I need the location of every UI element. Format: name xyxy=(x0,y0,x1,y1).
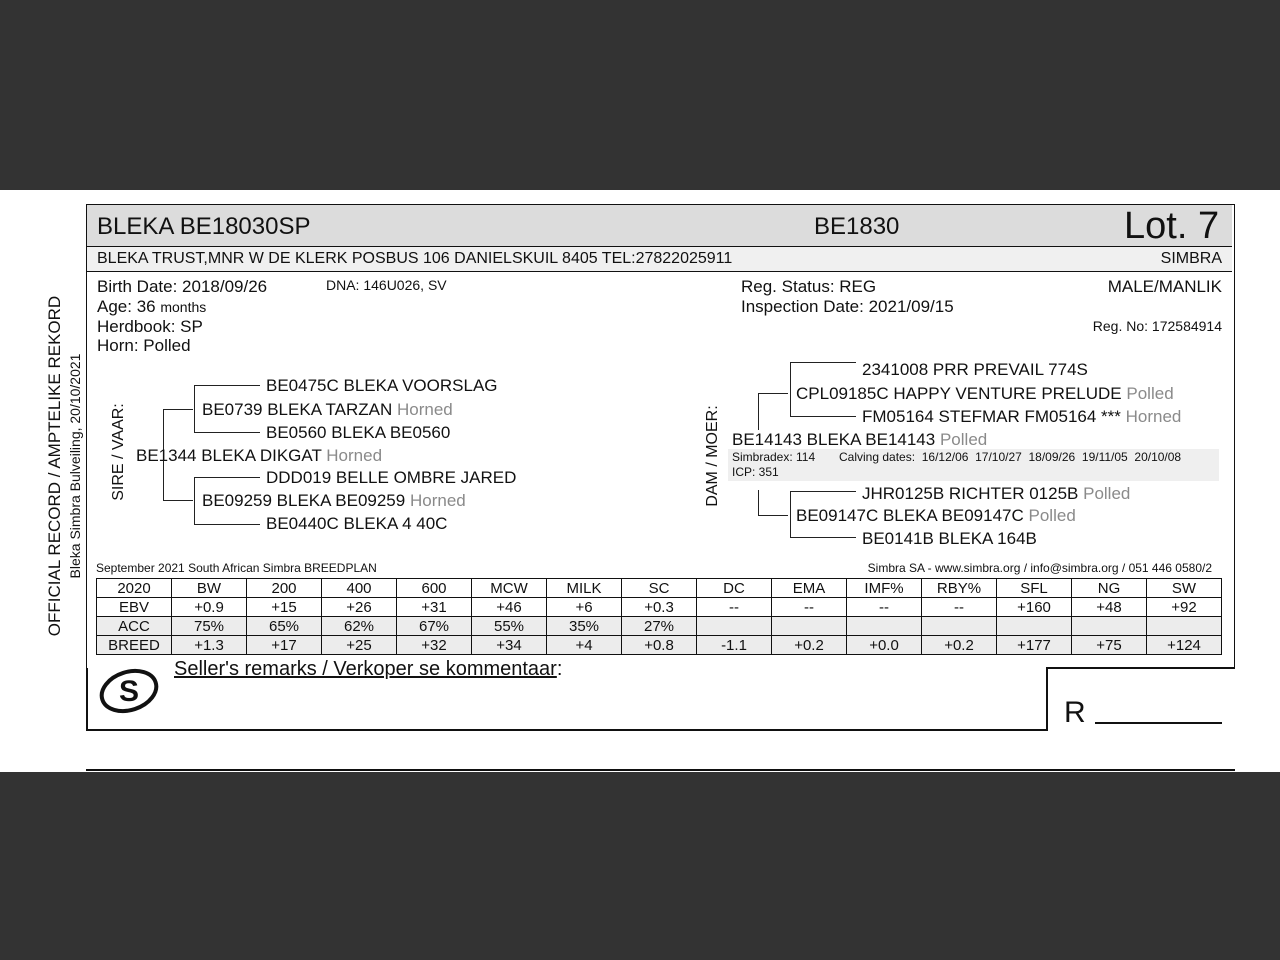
table-cell: -1.1 xyxy=(697,636,772,655)
simbra-logo-icon xyxy=(98,665,160,717)
table-cell: +4 xyxy=(547,636,622,655)
bottom-rule xyxy=(86,769,1235,771)
calving-label: Calving dates: xyxy=(839,450,916,464)
sire-bracket-top xyxy=(163,409,193,410)
table-cell: +0.3 xyxy=(622,598,697,617)
dam-ggs2-horn: Polled xyxy=(1083,484,1131,503)
table-header-row xyxy=(97,579,1222,598)
sire xyxy=(136,446,382,466)
price-box-left-border xyxy=(1046,668,1048,731)
breed-label: SIMBRA xyxy=(1160,250,1222,267)
price-input-line[interactable] xyxy=(1095,722,1222,724)
table-header-cell: MCW xyxy=(472,579,547,598)
table-cell: EBV xyxy=(97,598,172,617)
table-cell: +15 xyxy=(247,598,322,617)
sire-granddam-horn: Horned xyxy=(409,491,466,510)
sire-ggd2: BE0440C BLEKA 4 40C xyxy=(266,514,448,533)
dam-ggs2 xyxy=(862,484,1130,504)
table-cell: 27% xyxy=(622,617,697,636)
granddam-bracket xyxy=(194,477,195,524)
table-cell: +46 xyxy=(472,598,547,617)
dam-bracket-upper xyxy=(758,393,759,430)
table-cell: +177 xyxy=(997,636,1072,655)
sire-grandsire xyxy=(202,400,453,420)
table-header-cell: SW xyxy=(1147,579,1222,598)
table-cell xyxy=(772,617,847,636)
birth-date: Birth Date: 2018/09/26 xyxy=(97,277,268,296)
dam-grandsire xyxy=(796,384,1174,404)
table-cell: 35% xyxy=(547,617,622,636)
table-cell xyxy=(847,617,922,636)
sex-label: MALE/MANLIK xyxy=(1107,277,1222,296)
inspection-date: Inspection Date: 2021/09/15 xyxy=(741,297,954,316)
dam-ggd1-name: FM05164 STEFMAR FM05164 *** xyxy=(862,407,1121,426)
table-cell: 67% xyxy=(397,617,472,636)
table-row-acc xyxy=(97,617,1222,636)
calving-date: 17/10/27 xyxy=(975,450,1022,464)
sire-granddam xyxy=(202,491,466,511)
dam-granddam-bracket-top xyxy=(790,491,856,492)
sire-grandsire-horn: Horned xyxy=(396,400,453,419)
sellers-remarks-label xyxy=(174,658,562,681)
dam-grandsire-bracket-bottom xyxy=(790,416,856,417)
table-cell: ACC xyxy=(97,617,172,636)
table-header-cell: 2020 xyxy=(97,579,172,598)
table-header-cell: BW xyxy=(172,579,247,598)
dam-ggs1: 2341008 PRR PREVAIL 774S xyxy=(862,360,1088,379)
table-row-ebv xyxy=(97,598,1222,617)
dam-grandsire-horn: Polled xyxy=(1126,384,1174,403)
dam-grandsire-bracket-top xyxy=(790,362,856,363)
dam-grandsire-bracket xyxy=(790,362,791,417)
dam-horn: Polled xyxy=(939,430,988,449)
table-header-cell: MILK xyxy=(547,579,622,598)
official-record-label: OFFICIAL RECORD / AMPTELIKE REKORD xyxy=(45,295,64,637)
table-cell: +124 xyxy=(1147,636,1222,655)
table-header-cell: DC xyxy=(697,579,772,598)
price-label: R xyxy=(1064,696,1086,729)
sire-ggs1: BE0475C BLEKA VOORSLAG xyxy=(266,376,498,395)
table-cell xyxy=(1072,617,1147,636)
sire-granddam-name: BE09259 BLEKA BE09259 xyxy=(202,491,406,510)
reg-number: Reg. No: 172584914 xyxy=(1092,318,1222,334)
dam-performance-box xyxy=(728,449,1219,481)
table-cell: +160 xyxy=(997,598,1072,617)
table-cell: +75 xyxy=(1072,636,1147,655)
calving-date: 19/11/05 xyxy=(1081,450,1128,464)
table-header-cell: 600 xyxy=(397,579,472,598)
age-info xyxy=(97,297,206,317)
table-cell xyxy=(997,617,1072,636)
table-cell: -- xyxy=(697,598,772,617)
calving-date: 20/10/08 xyxy=(1134,450,1182,464)
lot-number: Lot. 7 xyxy=(1124,205,1220,247)
sire-horn: Horned xyxy=(326,446,383,465)
calving-dates xyxy=(839,450,1181,464)
grandsire-bracket-top xyxy=(194,385,260,386)
sire-bracket-bottom xyxy=(163,500,193,501)
table-header-cell: 200 xyxy=(247,579,322,598)
animal-card xyxy=(86,204,1233,731)
dna-info: DNA: 146U026, SV xyxy=(326,277,447,293)
granddam-bracket-top xyxy=(194,477,260,478)
owner-bar xyxy=(87,247,1232,272)
table-cell xyxy=(1147,617,1222,636)
dam-ggd2: BE0141B BLEKA 164B xyxy=(862,529,1037,548)
breedplan-table xyxy=(96,578,1222,655)
calving-date: 18/09/26 xyxy=(1028,450,1076,464)
title-bar xyxy=(87,205,1232,247)
age-unit: months xyxy=(160,299,207,315)
table-cell: 65% xyxy=(247,617,322,636)
sire-grandsire-name: BE0739 BLEKA TARZAN xyxy=(202,400,393,419)
dam-ggd1 xyxy=(862,407,1181,427)
dam-ggd1-horn: Horned xyxy=(1125,407,1182,426)
table-cell xyxy=(697,617,772,636)
owner-details: BLEKA TRUST,MNR W DE KLERK POSBUS 106 DANIELSKUIL 8405 TEL:27822025911 xyxy=(97,250,733,267)
table-cell: +0.0 xyxy=(847,636,922,655)
table-header-cell: SFL xyxy=(997,579,1072,598)
table-cell: +6 xyxy=(547,598,622,617)
breedplan-caption: September 2021 South African Simbra BREEDPLAN xyxy=(96,561,377,575)
icp: ICP: 351 xyxy=(732,465,779,479)
simbradex: Simbradex: 114 xyxy=(732,450,816,464)
grandsire-bracket-bottom xyxy=(194,432,260,433)
table-row-breed xyxy=(97,636,1222,655)
calving-date: 16/12/06 xyxy=(921,450,969,464)
dam-bracket-bottom xyxy=(758,515,788,516)
table-cell: +0.2 xyxy=(772,636,847,655)
grandsire-bracket xyxy=(194,385,195,432)
animal-code: BE1830 xyxy=(814,213,900,240)
granddam-bracket-bottom xyxy=(194,524,260,525)
herdbook: Herdbook: SP xyxy=(97,317,203,336)
dam-granddam-horn: Polled xyxy=(1028,506,1076,525)
animal-name: BLEKA BE18030SP xyxy=(97,213,311,240)
table-cell: +31 xyxy=(397,598,472,617)
dam-granddam xyxy=(796,506,1076,526)
price-box-top-border xyxy=(1046,667,1235,669)
table-header-cell: IMF% xyxy=(847,579,922,598)
sire-label: SIRE / VAAR: xyxy=(110,403,127,501)
table-header-cell: NG xyxy=(1072,579,1147,598)
table-cell xyxy=(922,617,997,636)
dam-name: BE14143 BLEKA BE14143 xyxy=(732,430,936,449)
table-cell: +0.8 xyxy=(622,636,697,655)
dam-granddam-bracket xyxy=(790,491,791,537)
table-cell: +92 xyxy=(1147,598,1222,617)
table-cell: 75% xyxy=(172,617,247,636)
table-cell: +25 xyxy=(322,636,397,655)
sire-name: BE1344 BLEKA DIKGAT xyxy=(136,446,322,465)
table-cell: +34 xyxy=(472,636,547,655)
table-cell: +0.9 xyxy=(172,598,247,617)
sire-ggs2: DDD019 BELLE OMBRE JARED xyxy=(266,468,517,487)
table-cell: +26 xyxy=(322,598,397,617)
table-cell: -- xyxy=(847,598,922,617)
remarks-colon: : xyxy=(556,658,563,680)
table-cell: +1.3 xyxy=(172,636,247,655)
remarks-text: Seller's remarks / Verkoper se kommentaar xyxy=(174,658,557,680)
table-header-cell: EMA xyxy=(772,579,847,598)
dam-bracket-top xyxy=(758,393,788,394)
dam-label: DAM / MOER: xyxy=(704,405,721,507)
dam xyxy=(732,430,987,450)
table-cell: -- xyxy=(922,598,997,617)
dam-ggs2-name: JHR0125B RICHTER 0125B xyxy=(862,484,1079,503)
card-bottom-border xyxy=(86,729,1047,731)
simbra-contact: Simbra SA - www.simbra.org / info@simbra.org / 051 446 0580/2 xyxy=(867,561,1212,575)
dam-granddam-bracket-bottom xyxy=(790,537,856,538)
table-cell: BREED xyxy=(97,636,172,655)
age-value: Age: 36 xyxy=(97,297,156,316)
table-header-cell: RBY% xyxy=(922,579,997,598)
table-cell: +48 xyxy=(1072,598,1147,617)
reg-status: Reg. Status: REG xyxy=(741,277,877,296)
sale-label: Bleka Simbra Bulveiling, 20/10/2021 xyxy=(67,353,83,579)
dam-granddam-name: BE09147C BLEKA BE09147C xyxy=(796,506,1024,525)
table-cell: +0.2 xyxy=(922,636,997,655)
table-cell: 62% xyxy=(322,617,397,636)
dam-bracket-lower xyxy=(758,490,759,516)
table-header-cell: 400 xyxy=(322,579,397,598)
horn-status: Horn: Polled xyxy=(97,336,191,355)
table-cell: +17 xyxy=(247,636,322,655)
sire-ggd1: BE0560 BLEKA BE0560 xyxy=(266,423,451,442)
table-cell: 55% xyxy=(472,617,547,636)
table-cell: +32 xyxy=(397,636,472,655)
dam-grandsire-name: CPL09185C HAPPY VENTURE PRELUDE xyxy=(796,384,1122,403)
card-left-border xyxy=(86,668,88,731)
table-cell: -- xyxy=(772,598,847,617)
logo-letter: S xyxy=(118,675,140,708)
table-header-cell: SC xyxy=(622,579,697,598)
